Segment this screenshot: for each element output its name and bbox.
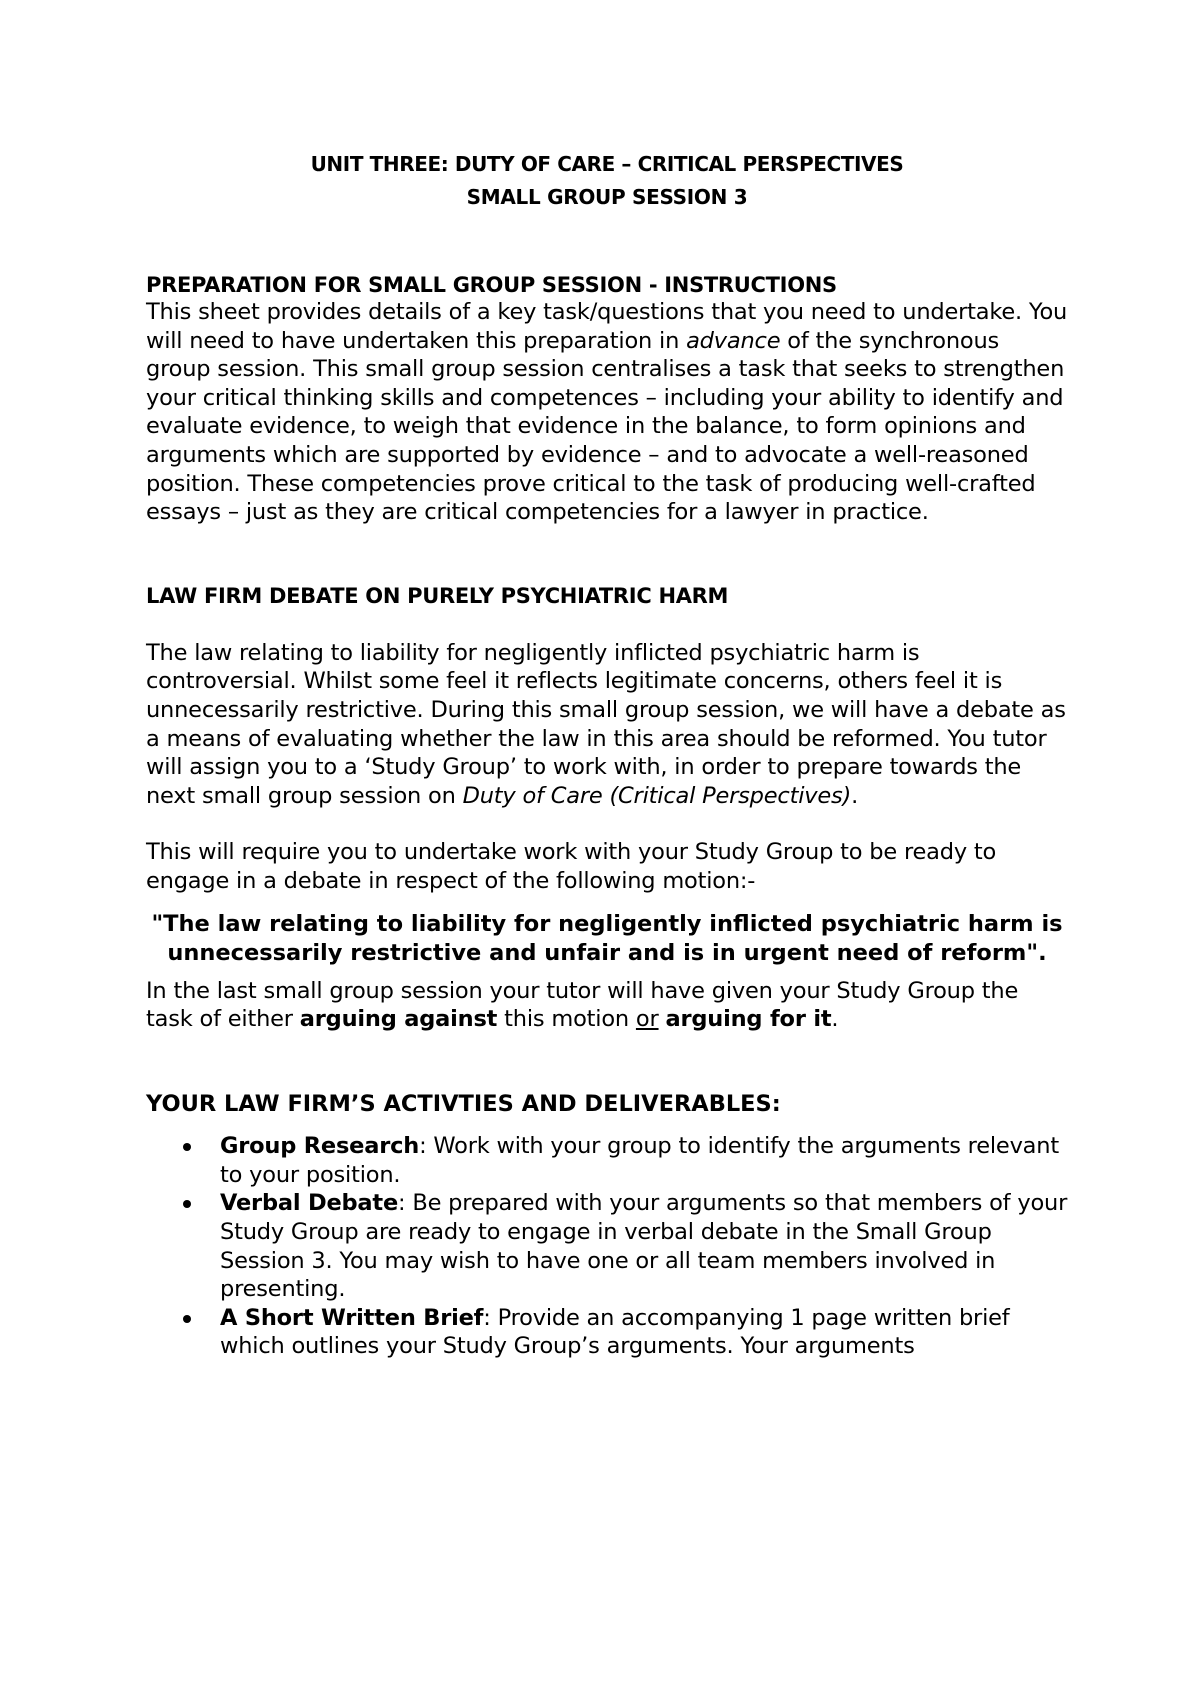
debate-paragraph-3 [146,977,1068,1034]
bullet-icon [183,1315,191,1323]
list-item-label: Group Research [220,1133,420,1160]
list-item [146,1189,1068,1303]
list-item-label: Verbal Debate [220,1190,399,1217]
debate-para3-for: arguing for it [665,1006,832,1033]
activities-heading: YOUR LAW FIRM’S ACTIVTIES AND DELIVERABLES: [146,1090,781,1117]
list-item-text: : Be prepared with your arguments so that members of your Study Group are ready to engage in verbal debate in the Small Group Session 3. You may wish to have one or all team members involved in presenting. [220,1190,1068,1303]
preparation-text-1: This sheet provides details of a key task/questions that you need to undertake. You will need to have undertaken this preparation in [146,299,1068,354]
debate-para1-text: The law relating to liability for negligently inflicted psychiatric harm is controversial. Whilst some feel it reflects legitimate concerns, others feel it is unnecessarily restrictive. During this small group session, we will have a debate as a means of evaluating whether the law in this area should be reformed. You tutor will assign you to a ‘Study Group’ to work with, in order to prepare towards the next small group session on [146,639,1066,809]
debate-para3-or: or [635,1006,659,1033]
debate-heading: LAW FIRM DEBATE ON PURELY PSYCHIATRIC HARM [146,583,729,608]
list-item-text: : Work with your group to identify the arguments relevant to your position. [220,1133,1059,1188]
bullet-icon [183,1200,191,1208]
debate-para3-c: this motion [497,1006,636,1033]
list-item-text: : Provide an accompanying 1 page written brief which outlines your Study Group’s arguments. Your arguments [220,1304,1010,1360]
debate-para3-g: . [831,1006,839,1033]
preparation-text-2: of the synchronous group session. This small group session centralises a task that seeks to strengthen your critical thinking skills and competences – including your ability to identify and evaluate evidence, to weigh that evidence in the balance, to form opinions and arguments which are supported by evidence – and to advocate a well-reasoned position. These competencies prove critical to the task of producing well-crafted essays – just as they are critical competencies for a lawyer in practice. [146,327,1065,526]
preparation-italic: advance [686,327,781,354]
debate-paragraph-1 [146,639,1068,811]
debate-para3-e [659,1006,666,1032]
document-page [146,148,1068,1361]
list-item [146,1304,1068,1361]
preparation-paragraph [146,298,1068,527]
preparation-heading: PREPARATION FOR SMALL GROUP SESSION - INSTRUCTIONS [146,273,837,297]
bullet-icon [183,1143,191,1151]
debate-para1-end: . [851,782,859,809]
debate-para3-against: arguing against [299,1006,498,1033]
activities-list [146,1132,1068,1361]
unit-title-line1: UNIT THREE: DUTY OF CARE – CRITICAL PERSPECTIVES [310,152,904,176]
debate-para1-italic: Duty of Care (Critical Perspectives) [462,782,852,809]
unit-title [146,148,1068,181]
session-title-line2: SMALL GROUP SESSION 3 [466,185,748,209]
debate-para3-a: In the last small group session your tutor will have given your Study Group the task of either [146,977,1019,1033]
list-item-label: A Short Written Brief [220,1304,484,1331]
session-title [146,181,1068,214]
debate-motion: "The law relating to liability for negligently inflicted psychiatric harm is unnecessarily restrictive and unfair and is in urgent need of reform". [151,910,1063,966]
list-item [146,1132,1068,1189]
debate-paragraph-2: This will require you to undertake work with your Study Group to be ready to engage in a debate in respect of the following motion:- [146,839,997,894]
